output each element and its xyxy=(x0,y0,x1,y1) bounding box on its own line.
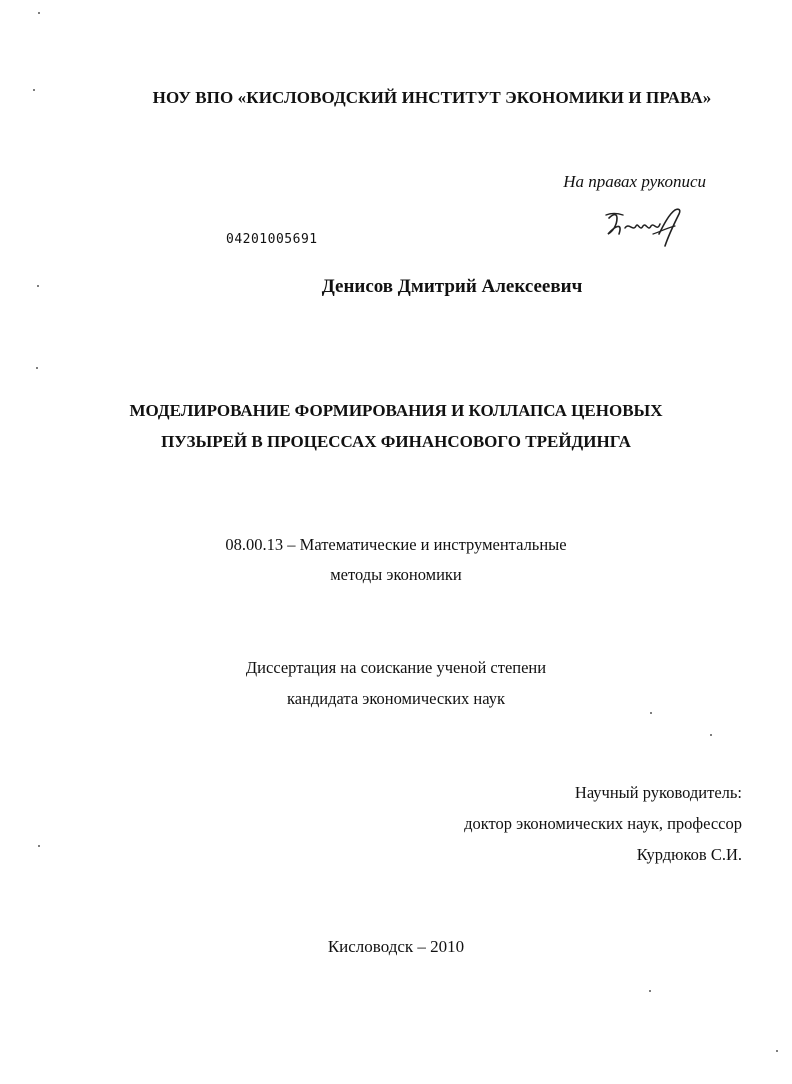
specialty-code-line2: методы экономики xyxy=(330,565,462,584)
supervisor-name: Курдюков С.И. xyxy=(636,845,742,864)
dissertation-title-line1: МОДЕЛИРОВАНИЕ ФОРМИРОВАНИЯ И КОЛЛАПСА ЦЕНОВЫХ xyxy=(129,401,663,420)
scan-dot xyxy=(33,89,35,91)
handwritten-signature xyxy=(603,204,685,250)
scan-dot xyxy=(649,990,651,992)
scan-dot xyxy=(37,285,39,287)
place-and-year: Кисловодск – 2010 xyxy=(327,937,465,956)
rights-note: На правах рукописи xyxy=(563,172,706,191)
author-name: Денисов Дмитрий Алексеевич xyxy=(321,276,583,297)
scan-dot xyxy=(650,712,652,714)
scan-dot xyxy=(710,734,712,736)
document-number: 04201005691 xyxy=(226,232,318,247)
scan-dot xyxy=(776,1050,778,1052)
scan-dot xyxy=(36,367,38,369)
degree-statement-line1: Диссертация на соискание ученой степени xyxy=(245,658,547,677)
institution-name: НОУ ВПО «КИСЛОВОДСКИЙ ИНСТИТУТ ЭКОНОМИКИ И ПРАВА» xyxy=(152,88,712,107)
scan-dot xyxy=(38,12,40,14)
scan-dot xyxy=(38,845,40,847)
degree-statement-line2: кандидата экономических наук xyxy=(286,689,505,708)
specialty-code-line1: 08.00.13 – Математические и инструментальные xyxy=(225,535,567,554)
supervisor-label: Научный руководитель: xyxy=(574,783,742,802)
supervisor-degree: доктор экономических наук, профессор xyxy=(464,814,742,833)
dissertation-title-line2: ПУЗЫРЕЙ В ПРОЦЕССАХ ФИНАНСОВОГО ТРЕЙДИНГА xyxy=(161,432,631,451)
